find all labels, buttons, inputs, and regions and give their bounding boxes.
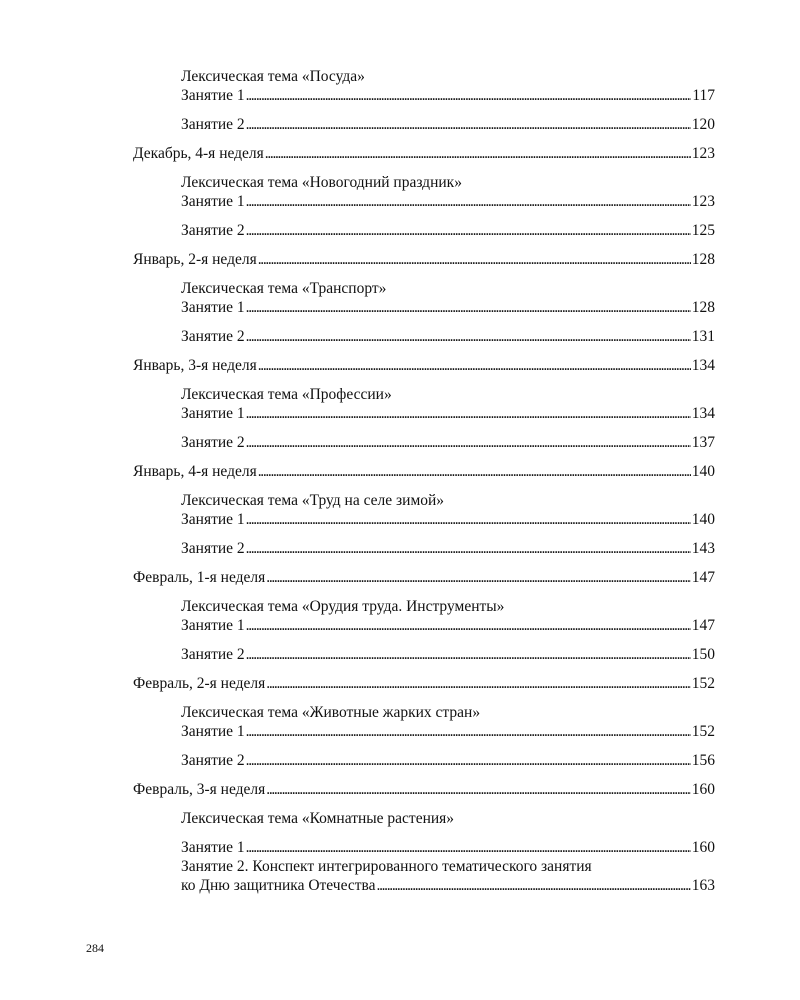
toc-lesson-entry[interactable] [133, 298, 715, 317]
toc-lesson-entry[interactable] [133, 192, 715, 211]
toc-entry-label: Занятие 1 [181, 617, 245, 634]
toc-section-entry[interactable] [133, 462, 715, 481]
toc-leader-dots [246, 404, 691, 423]
toc-lesson-entry[interactable] [133, 539, 715, 558]
toc-section-entry[interactable] [133, 674, 715, 693]
toc-entry-label: Январь, 2-я неделя [133, 251, 257, 268]
toc-entry-label: Февраль, 2-я неделя [133, 675, 266, 692]
toc-entry-label: Занятие 2 [181, 116, 245, 133]
toc-entry-page: 137 [691, 434, 715, 451]
toc-section-entry[interactable] [133, 356, 715, 375]
toc-entry-page: 160 [691, 781, 715, 798]
toc-leader-dots [258, 356, 691, 375]
toc-entry-label: Занятие 1 [181, 299, 245, 316]
toc-entry-page: 128 [691, 299, 715, 316]
toc-entry-page: 163 [691, 877, 715, 894]
toc-leader-dots [246, 751, 691, 770]
toc-leader-dots [265, 144, 691, 163]
toc-section-entry[interactable] [133, 144, 715, 163]
toc-entry-label: Занятие 1 [181, 511, 245, 528]
toc-entry-label: Занятие 2 [181, 752, 245, 769]
toc-leader-dots [258, 462, 691, 481]
toc-entry-page: 134 [691, 357, 715, 374]
toc-lesson-entry[interactable] [133, 433, 715, 452]
toc-entry-label: Январь, 3-я неделя [133, 357, 257, 374]
toc-entry-label: Занятие 1 [181, 839, 245, 856]
toc-entry-label: Февраль, 1-я неделя [133, 569, 266, 586]
toc-entry-page: 147 [691, 617, 715, 634]
toc-lesson-entry[interactable] [133, 616, 715, 635]
toc-entry-label: Занятие 2 [181, 646, 245, 663]
toc-theme-heading: Лексическая тема «Посуда» [181, 68, 365, 85]
toc-leader-dots [246, 722, 691, 741]
toc-entry-label: Декабрь, 4-я неделя [133, 145, 264, 162]
toc-leader-dots [258, 250, 691, 269]
toc-entry-label: Занятие 2 [181, 328, 245, 345]
toc-lesson-entry[interactable] [133, 115, 715, 134]
toc-lesson-entry[interactable] [133, 722, 715, 741]
toc-entry-label: Занятие 1 [181, 723, 245, 740]
toc-leader-dots [246, 86, 692, 105]
toc-entry-page: 156 [691, 752, 715, 769]
toc-section-entry[interactable] [133, 780, 715, 799]
toc-theme-heading: Занятие 2. Конспект интегрированного тематического занятия [181, 858, 592, 875]
toc-lesson-entry[interactable] [133, 510, 715, 529]
toc-entry-page: 123 [691, 145, 715, 162]
toc-entry-page: 140 [691, 463, 715, 480]
toc-lesson-entry[interactable] [133, 645, 715, 664]
toc-leader-dots [246, 192, 691, 211]
toc-lesson-entry[interactable] [133, 404, 715, 423]
toc-leader-dots [246, 433, 691, 452]
toc-lesson-entry[interactable] [133, 876, 715, 895]
toc-lesson-entry[interactable] [133, 751, 715, 770]
toc-lesson-entry[interactable] [133, 221, 715, 240]
page-number: 284 [86, 941, 104, 955]
toc-entry-label: Занятие 1 [181, 193, 245, 210]
toc-entry-page: 128 [691, 251, 715, 268]
toc-entry-page: 131 [691, 328, 715, 345]
toc-entry-page: 160 [691, 839, 715, 856]
toc-section-entry[interactable] [133, 250, 715, 269]
toc-entry-page: 140 [691, 511, 715, 528]
toc-entry-page: 152 [691, 675, 715, 692]
toc-entry-label: Занятие 1 [181, 87, 245, 104]
toc-theme-heading: Лексическая тема «Новогодний праздник» [181, 174, 462, 191]
toc-lesson-entry[interactable] [133, 838, 715, 857]
toc-entry-page: 143 [691, 540, 715, 557]
toc-theme-heading: Лексическая тема «Транспорт» [181, 280, 387, 297]
toc-entry-label: Январь, 4-я неделя [133, 463, 257, 480]
toc-entry-page: 147 [691, 569, 715, 586]
toc-leader-dots [246, 115, 691, 134]
toc-entry-page: 120 [691, 116, 715, 133]
toc-leader-dots [246, 539, 691, 558]
toc-lesson-entry[interactable] [133, 327, 715, 346]
toc-leader-dots [246, 838, 691, 857]
toc-leader-dots [246, 327, 691, 346]
toc-leader-dots [266, 674, 690, 693]
toc-entry-page: 152 [691, 723, 715, 740]
toc-leader-dots [246, 510, 691, 529]
toc-leader-dots [246, 616, 691, 635]
toc-theme-heading: Лексическая тема «Орудия труда. Инструменты» [181, 598, 505, 615]
table-of-contents [133, 67, 715, 895]
toc-entry-label: Занятие 2 [181, 540, 245, 557]
toc-entry-label: ко Дню защитника Отечества [181, 877, 376, 894]
toc-entry-page: 125 [691, 222, 715, 239]
toc-lesson-entry[interactable] [133, 86, 715, 105]
toc-leader-dots [246, 221, 691, 240]
toc-entry-label: Февраль, 3-я неделя [133, 781, 266, 798]
toc-entry-label: Занятие 1 [181, 405, 245, 422]
toc-entry-label: Занятие 2 [181, 434, 245, 451]
toc-leader-dots [246, 645, 691, 664]
toc-leader-dots [266, 568, 690, 587]
toc-entry-page: 123 [691, 193, 715, 210]
toc-leader-dots [246, 298, 691, 317]
toc-entry-page: 134 [691, 405, 715, 422]
toc-entry-page: 117 [692, 87, 715, 104]
toc-leader-dots [377, 876, 691, 895]
toc-entry-page: 150 [691, 646, 715, 663]
toc-theme-heading: Лексическая тема «Профессии» [181, 386, 392, 403]
toc-entry-label: Занятие 2 [181, 222, 245, 239]
toc-theme-heading: Лексическая тема «Животные жарких стран» [181, 704, 481, 721]
toc-theme-heading: Лексическая тема «Комнатные растения» [181, 810, 455, 827]
toc-leader-dots [266, 780, 690, 799]
toc-theme-heading: Лексическая тема «Труд на селе зимой» [181, 492, 445, 509]
toc-section-entry[interactable] [133, 568, 715, 587]
